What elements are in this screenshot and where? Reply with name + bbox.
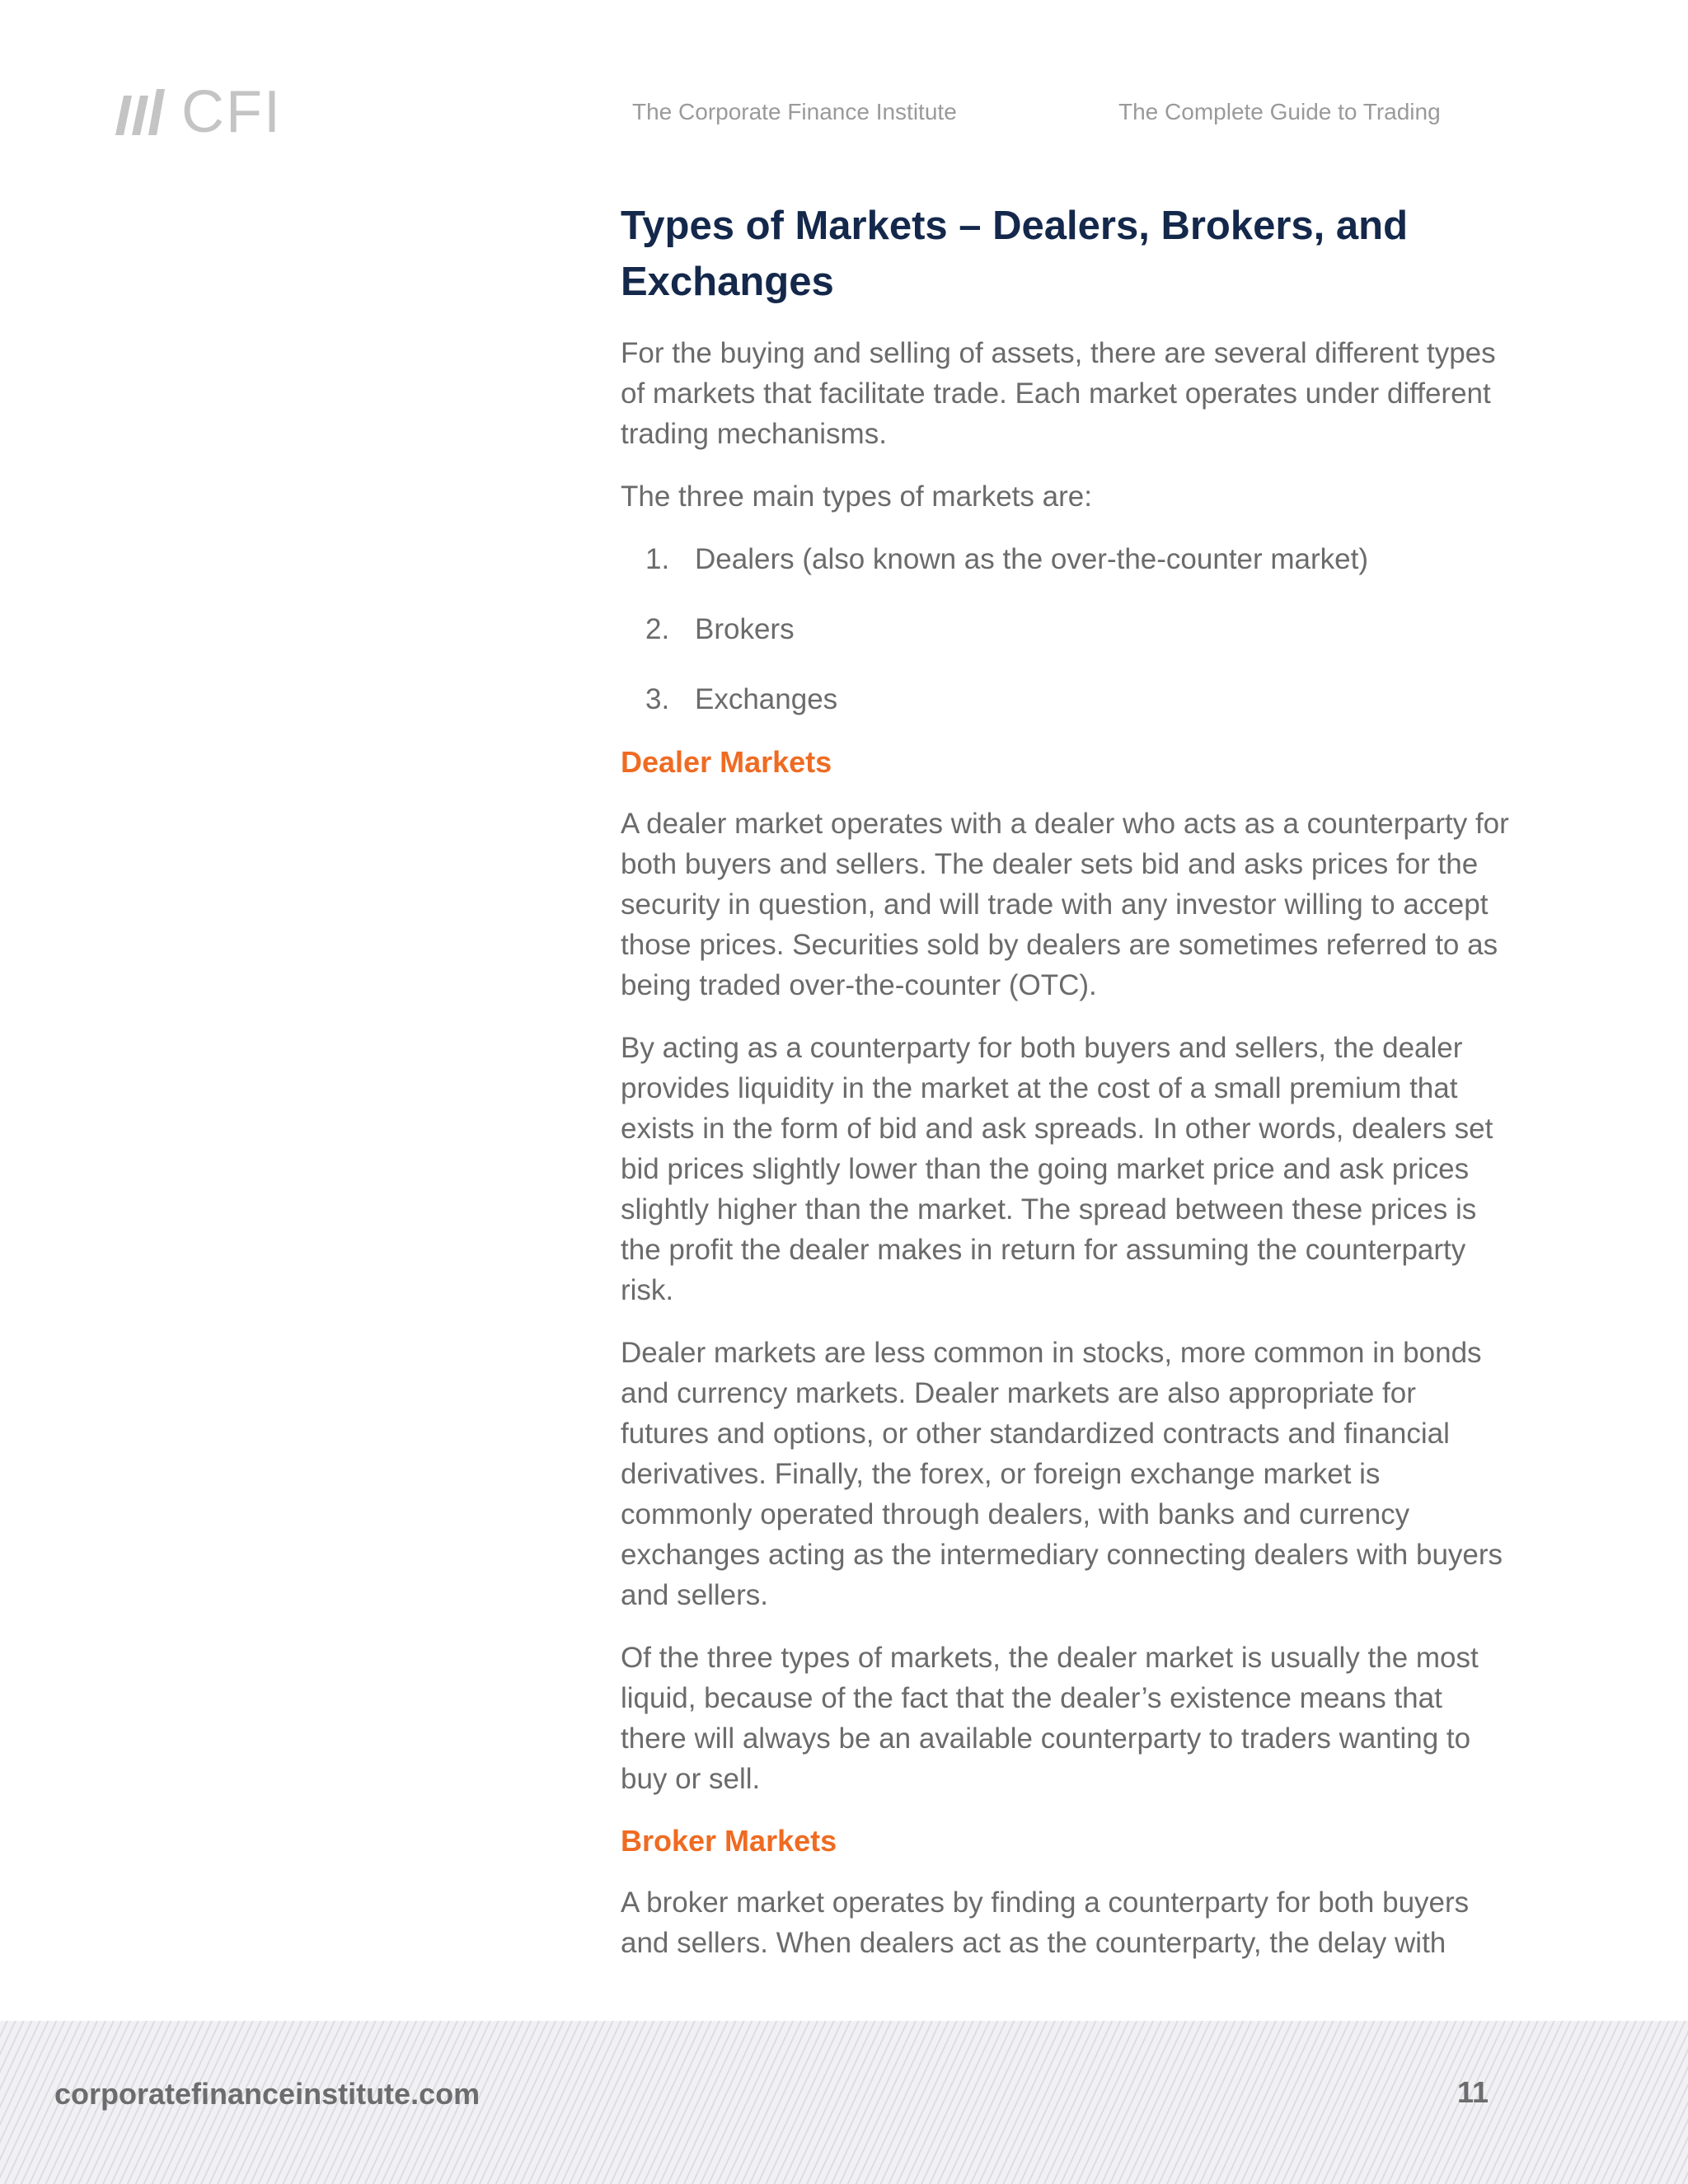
market-types-list bbox=[621, 539, 1511, 719]
cfi-logo-mark-icon bbox=[112, 89, 170, 135]
list-item-number: 3. bbox=[645, 683, 670, 715]
list-item-number: 1. bbox=[645, 543, 670, 575]
list-item-text: Exchanges bbox=[695, 683, 838, 715]
dealer-markets-heading: Dealer Markets bbox=[621, 745, 832, 779]
dealer-paragraph: A dealer market operates with a dealer who acts as a counterparty for both buyers and sellers. The dealer sets bid and asks prices for the security in question, and will trade with any investor willing to accept those prices. Securities sold by dealers are sometimes referred to as being traded over-the-counter (OTC). bbox=[621, 808, 1509, 1001]
page-number: 11 bbox=[1456, 2075, 1489, 2109]
dealer-paragraph: Dealer markets are less common in stocks, more common in bonds and currency markets. Dealer markets are also appropriate for futures and options, or other standardized contracts and financial derivatives. Finally, the forex, or foreign exchange market is commonly operated through dealers, with banks and currency exchanges acting as the intermediary connecting dealers with buyers and sellers. bbox=[621, 1337, 1503, 1611]
list-item-text: Brokers bbox=[695, 613, 795, 645]
dealer-paragraph: Of the three types of markets, the dealer market is usually the most liquid, because of the fact that the dealer’s existence means that there will always be an available counterparty to traders wanting to buy or sell. bbox=[621, 1642, 1479, 1795]
page-footer bbox=[0, 2021, 1688, 2184]
broker-markets-heading: Broker Markets bbox=[621, 1824, 837, 1858]
broker-paragraph: A broker market operates by finding a counterparty for both buyers and sellers. When dealers act as the counterparty, the delay with bbox=[621, 1886, 1470, 1959]
list-item bbox=[645, 539, 1511, 579]
header-guide-title: The Complete Guide to Trading bbox=[1118, 99, 1441, 124]
footer-website-url: corporatefinanceinstitute.com bbox=[54, 2077, 481, 2111]
list-item-number: 2. bbox=[645, 613, 670, 645]
list-lead-paragraph: The three main types of markets are: bbox=[621, 480, 1092, 513]
intro-paragraph: For the buying and selling of assets, there are several different types of markets that facilitate trade. Each market operates under different trading mechanisms. bbox=[621, 337, 1496, 450]
dealer-paragraph: By acting as a counterparty for both buyers and sellers, the dealer provides liquidity in the market at the cost of a small premium that exists in the form of bid and ask spreads. In other words, dealers set bid prices slightly lower than the going market price and ask prices slightly higher than the market. The spread between these prices is the profit the dealer makes in return for assuming the counterparty risk. bbox=[621, 1032, 1493, 1306]
list-item-text: Dealers (also known as the over-the-counter market) bbox=[695, 543, 1369, 575]
header-institute-name: The Corporate Finance Institute bbox=[632, 99, 957, 124]
cfi-logo-text: CFI bbox=[181, 79, 282, 145]
cfi-logo bbox=[112, 79, 282, 145]
article-body bbox=[621, 198, 1511, 1985]
list-item bbox=[645, 679, 1511, 719]
list-item bbox=[645, 609, 1511, 649]
page-title: Types of Markets – Dealers, Brokers, and Exchanges bbox=[621, 204, 1408, 304]
